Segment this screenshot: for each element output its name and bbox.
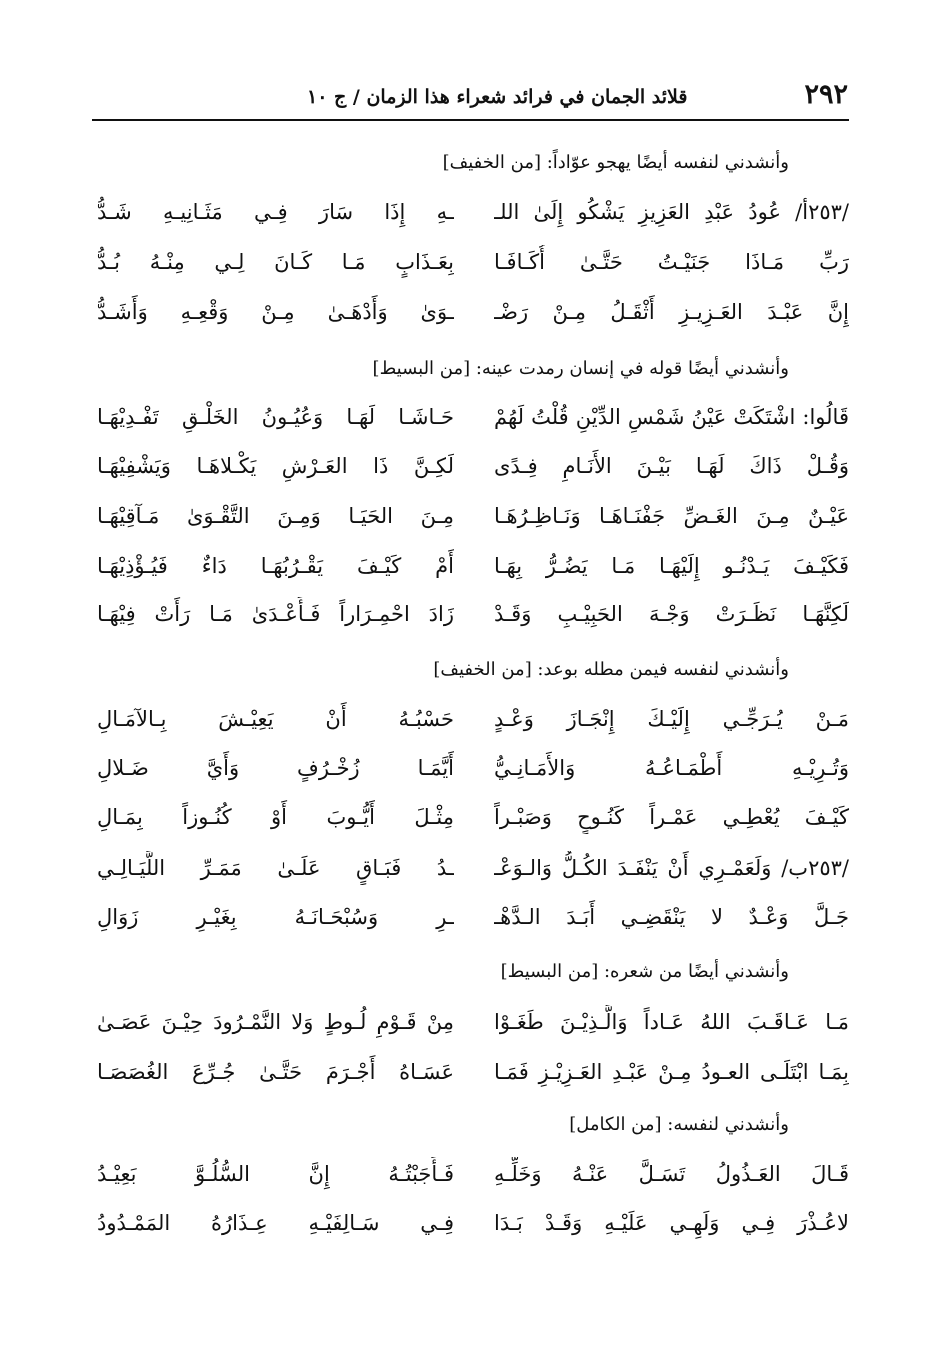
verse-first-hemistich: لاعُـذْرَ فِـي وَلَهِـي عَلَيْـهِ وَقَـدْ بَـدَا	[494, 1211, 849, 1235]
verse-first-hemistich: كَيْـفَ يُعْطِـي عَمْـراً كَنُـوحٍ وَصَبْـراً	[494, 805, 849, 829]
verse-second-hemistich: عَسَـاهُ أَجْـرَمَ حَتَّـىٰ جُـرِّعَ الغُصَصَـا	[97, 1060, 454, 1084]
verse-second-hemistich: بِعَـذَابٍ مَـا كَـانَ لِـي مِنْـهُ بُـدُّ	[97, 250, 454, 274]
verse-second-hemistich: مِثْـلَ أَيُّـوبَ أَوْ كُنُـوزاً بِمَـالِ	[97, 805, 454, 829]
verse-second-hemistich: فَـأَجَبْتُـهُ إِنَّ السُّلُـوَّ بَعِيْـدُ	[97, 1162, 454, 1186]
verse-first-hemistich: جَـلَّ وَعْـدٌ لا يَنْقَضِـي أَبَـدَ الـدَّهْـ	[494, 905, 849, 929]
poem-intro: وأنشدني لنفسه: [من الكامل]	[569, 1114, 789, 1135]
poem-intro: وأنشدني أيضًا قوله في إنسان رمدت عينه: [من البسيط]	[372, 358, 789, 379]
verse-first-hemistich: مَـنْ يُـرَجِّـي إِلَيْـكَ إِنْجَـازَ وَعْـدٍ	[494, 707, 849, 731]
verse-first-hemistich: رَبِّ مَـاذَا جَنَيْـتُ حَتَّـىٰ أُكَـافَـا	[494, 250, 849, 274]
verse-first-hemistich: بِمَـا ابْتَلَـى العـودُ مِـنْ عَبْـدِ العَـزِيْـزِ فَمَـا	[494, 1060, 849, 1084]
header-rule	[92, 119, 849, 121]
verse-first-hemistich: وَتُـرِيْـهِ أَطْمَـاعُـهُ وَالأَمَـانِـيُّ	[494, 756, 849, 780]
running-title: قلائد الجمان في فرائد شعراء هذا الزمان / ج ١٠	[307, 86, 688, 108]
verse-second-hemistich: حَسْبُـهُ أَنْ يَعِيْـشَ بِـالآمَـالِ	[97, 707, 454, 731]
verse-second-hemistich: لَكِـنَّ ذَا العَـرْشِ يَكْـلاهَـا وَيَشْفِيْهَـا	[97, 454, 454, 478]
verse-first-hemistich: عَيْـنٌ مِـنَ الغَـضِّ جَفْنَـاهَـا وَنَـاظِـرُهَـا	[494, 504, 849, 528]
poem-intro: وأنشدني أيضًا من شعره: [من البسيط]	[500, 961, 789, 982]
verse-second-hemistich: ـدُ فَبَـاقٍ عَلَـىٰ مَمَـرِّ اللَّيَـالِـي	[97, 856, 454, 880]
verse-second-hemistich: ـهِ إِذَا سَارَ فِـي مَثَـانِيـهِ شَـدُّ	[97, 200, 454, 224]
verse-second-hemistich: زَادَ احْمِـرَاراً فَـأَعْـدَىٰ مَـا رَأَتْ فِيْهَـا	[97, 602, 454, 626]
verse-second-hemistich: ـرِ وَسُبْحَـانَـهُ بِغَيْـرِ زَوَالِ	[97, 905, 454, 929]
verse-first-hemistich: إِنَّ عَبْـدَ العَـزِيـزِ أَثْقَـلُ مِـنْ رَضْـ	[494, 300, 849, 324]
verse-first-hemistich: /٢٥٣ب/ وَلَعَمْـرِي أَنْ يَنْفَـدَ الكُـلُّ وَالـوَعْـ	[494, 856, 849, 880]
verse-first-hemistich: قَالُوا: اشْتَكَتْ عَيْنُ شَمْسِ الدِّيْنِ قُلْتُ لَهُمْ	[494, 405, 849, 429]
verse-second-hemistich: أَيَّمَـا زُخْـرُفٍ وَأَيَّ ضَـلالِ	[97, 756, 454, 780]
poem-intro: وأنشدني لنفسه أيضًا يهجو عوّاداً: [من الخفيف]	[442, 152, 789, 173]
verse-second-hemistich: مِنْ قَـوْمِ لُـوطٍ وَلا النَّمْـرُودَ حِيْـنَ عَصَـىٰ	[97, 1010, 454, 1034]
verse-first-hemistich: /٢٥٣أ/ عُودُ عَبْدِ العَزِيزِ يَشْكُو إِلَىٰ اللـ	[494, 200, 849, 224]
verse-first-hemistich: وَقُـلْ ذَاكَ لَهَـا بَيْـنَ الأَنَـامِ فِـدًى	[494, 454, 849, 478]
poem-intro: وأنشدني لنفسه فيمن مطله بوعد: [من الخفيف]	[433, 659, 789, 680]
verse-second-hemistich: مِـنَ الحَيَـا وَمِـنَ التَّقْـوَىٰ مَـآقِيْهَـا	[97, 504, 454, 528]
verse-second-hemistich: فِـي سَـالِفَيْـهِ عِـذَارُهُ المَمْـدُودُ	[97, 1211, 454, 1235]
verse-first-hemistich: مَـا عَـاقَـبَ اللهُ عَـاداً وَالَّـذِيْـنَ طَغَـوْا	[494, 1010, 849, 1034]
page-number: ٢٩٢	[804, 79, 848, 110]
verse-first-hemistich: قَـالَ العَـذُولُ تَسَـلَّ عَنْـهُ وَخَلِّـهِ	[494, 1162, 849, 1186]
verse-second-hemistich: ـوَىٰ وَأَدْهَـىٰ مِـنْ وَقْعِـهِ وَأَشَـدُّ	[97, 300, 454, 324]
page-header	[95, 64, 848, 108]
verse-first-hemistich: لَكِنَّهَـا نَظَـرَتْ وَجْـهَ الحَبِيْـبِ وَقَـدْ	[494, 602, 849, 626]
verse-second-hemistich: حَـاشَـا لَهَـا وَعُيُـونُ الخَلْـقِ تَفْـدِيْهَـا	[97, 405, 454, 429]
verse-second-hemistich: أَمْ كَيْـفَ يَقْـرُبُهَـا دَاءٌ فَيُـؤْذِيْهَـا	[97, 554, 454, 578]
verse-first-hemistich: فَكَيْـفَ يَـدْنُـو إِلَيْهَـا مَـا يَضُـرُّ بِهَـا	[494, 554, 849, 578]
